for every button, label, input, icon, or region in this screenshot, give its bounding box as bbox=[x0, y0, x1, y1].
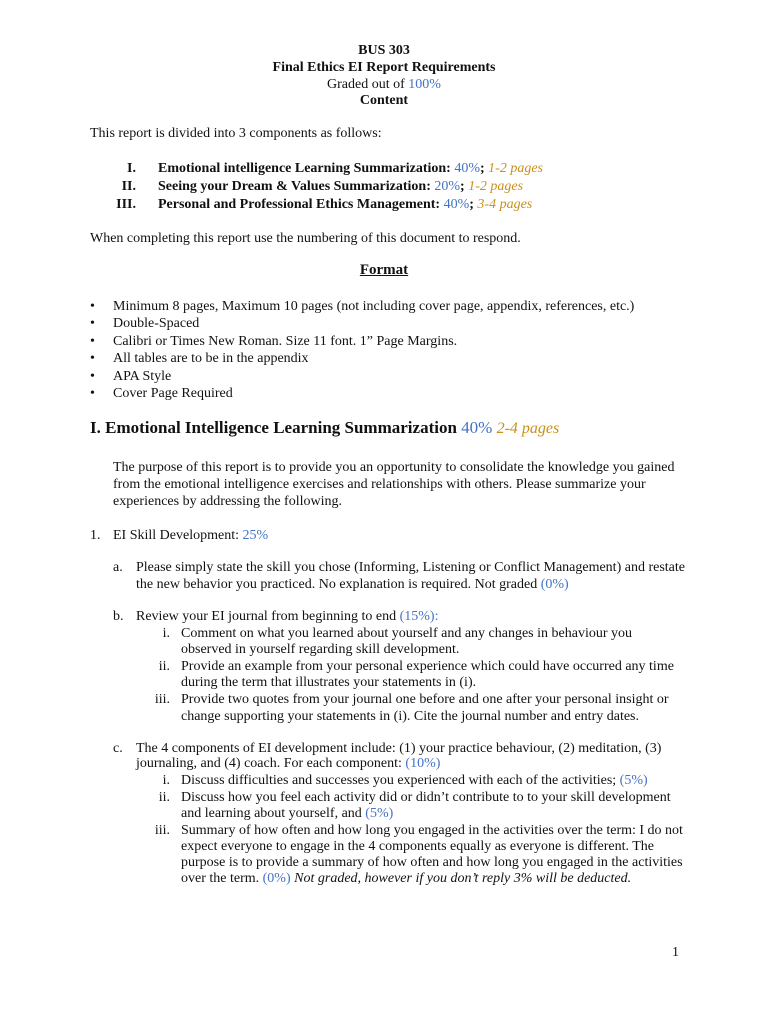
sub-b-percent: (15%): bbox=[399, 609, 439, 624]
bullet-icon: • bbox=[90, 316, 95, 331]
sub-c-item-line bbox=[181, 772, 648, 789]
sub-a-line bbox=[136, 576, 569, 593]
format-bullet: All tables are to be in the appendix bbox=[113, 351, 309, 366]
bullet-icon: • bbox=[90, 351, 95, 366]
roman-numeral: iii. bbox=[154, 823, 170, 838]
sub-b-item-line: observed in yourself regarding skill development. bbox=[181, 642, 460, 657]
purpose-line: experiences by addressing the following. bbox=[113, 494, 342, 509]
sub-b-item-line: Provide an example from your personal experience which could have occurred any time bbox=[181, 659, 674, 674]
component-label: Emotional intelligence Learning Summarization: bbox=[158, 161, 451, 176]
component-label: Seeing your Dream & Values Summarization: bbox=[158, 179, 431, 194]
sub-c-percent: (10%) bbox=[405, 756, 441, 771]
roman-numeral: ii. bbox=[158, 790, 170, 805]
sub-c-item-line bbox=[181, 870, 631, 887]
format-bullet: Minimum 8 pages, Maximum 10 pages (not including cover page, appendix, references, etc.) bbox=[113, 299, 635, 314]
bullet-icon: • bbox=[90, 334, 95, 349]
component-separator: ; bbox=[469, 197, 474, 212]
purpose-line: The purpose of this report is to provide you an opportunity to consolidate the knowledge you gained bbox=[113, 460, 675, 475]
section-percent: 40% bbox=[461, 418, 493, 437]
component-percent: 20% bbox=[434, 179, 461, 194]
sub-c-line: The 4 components of EI development include: (1) your practice behaviour, (2) meditation, (3) bbox=[136, 741, 662, 756]
graded-prefix: Graded out of bbox=[327, 77, 409, 92]
format-bullet: Double-Spaced bbox=[113, 316, 200, 331]
component-pages: 3-4 pages bbox=[477, 197, 533, 212]
page-number: 1 bbox=[672, 945, 679, 960]
section-title-text: I. Emotional Intelligence Learning Summarization bbox=[90, 418, 462, 437]
sub-b-text: Review your EI journal from beginning to end bbox=[136, 609, 400, 624]
item-label: EI Skill Development: bbox=[113, 528, 243, 543]
component-percent: 40% bbox=[443, 197, 470, 212]
sub-c-item-percent: (0%) bbox=[262, 871, 291, 886]
item-number: 1. bbox=[90, 528, 101, 543]
sub-b-item-line: Comment on what you learned about yourself and any changes in behaviour you bbox=[181, 626, 632, 641]
sub-c-item-percent: (5%) bbox=[365, 806, 394, 821]
format-bullet: Calibri or Times New Roman. Size 11 font. 1” Page Margins. bbox=[113, 334, 458, 349]
component-numeral: II. bbox=[121, 179, 136, 194]
bullet-icon: • bbox=[90, 386, 95, 401]
numbering-note: When completing this report use the numbering of this document to respond. bbox=[90, 231, 521, 246]
roman-numeral: ii. bbox=[158, 659, 170, 674]
item-label-line bbox=[113, 527, 268, 544]
sub-c-text: journaling, and (4) coach. For each component: bbox=[136, 756, 406, 771]
section-pages: 2-4 pages bbox=[496, 420, 560, 437]
component-item bbox=[158, 196, 532, 213]
sub-b-item-line: during the term that illustrates your statements in (i). bbox=[181, 675, 477, 690]
component-numeral: I. bbox=[127, 161, 136, 176]
course-code: BUS 303 bbox=[358, 43, 410, 58]
graded-value: 100% bbox=[408, 77, 441, 92]
item-percent: 25% bbox=[242, 528, 269, 543]
sub-c-item-percent: (5%) bbox=[619, 773, 648, 788]
component-pages: 1-2 pages bbox=[468, 179, 524, 194]
component-pages: 1-2 pages bbox=[488, 161, 543, 176]
graded-line bbox=[0, 76, 768, 93]
sub-b-item-line: change supporting your statements in (i). Cite the journal number and entry dates. bbox=[181, 709, 639, 724]
document-title: Final Ethics EI Report Requirements bbox=[272, 60, 496, 75]
component-item bbox=[158, 178, 523, 195]
sub-c-item-line: Summary of how often and how long you engaged in the activities over the term: I do not bbox=[181, 823, 683, 838]
sub-letter: c. bbox=[113, 741, 123, 756]
roman-numeral: iii. bbox=[154, 692, 170, 707]
not-graded-note: Not graded, however if you don’t reply 3% will be deducted. bbox=[290, 871, 632, 886]
purpose-line: from the emotional intelligence exercises and relationships with others. Please summarize your bbox=[113, 477, 646, 492]
format-bullet: Cover Page Required bbox=[113, 386, 233, 401]
sub-c-item-line: Discuss how you feel each activity did or didn’t contribute to to your skill development bbox=[181, 790, 671, 805]
sub-a-line: Please simply state the skill you chose (Informing, Listening or Conflict Management) and restate bbox=[136, 560, 685, 575]
sub-letter: b. bbox=[113, 609, 124, 624]
intro-text: This report is divided into 3 components as follows: bbox=[90, 126, 382, 141]
bullet-icon: • bbox=[90, 369, 95, 384]
sub-c-item-text: and learning about yourself, and bbox=[181, 806, 366, 821]
sub-a-text: the new behavior you practiced. No explanation is required. Not graded bbox=[136, 577, 541, 592]
component-separator: ; bbox=[460, 179, 465, 194]
sub-b-item-line: Provide two quotes from your journal one before and one after your personal insight or bbox=[181, 692, 669, 707]
component-label: Personal and Professional Ethics Management: bbox=[158, 197, 441, 212]
sub-a-percent: (0%) bbox=[540, 577, 569, 592]
component-separator: ; bbox=[480, 161, 485, 176]
section-title bbox=[90, 419, 559, 437]
roman-numeral: i. bbox=[162, 626, 170, 641]
content-label: Content bbox=[359, 93, 409, 108]
sub-b-line bbox=[136, 608, 439, 625]
component-numeral: III. bbox=[116, 197, 136, 212]
roman-numeral: i. bbox=[162, 773, 170, 788]
sub-c-item-line: expect everyone to engage in the 4 components equally as everyone is different. The bbox=[181, 839, 654, 854]
sub-c-item-line bbox=[181, 805, 393, 822]
component-item bbox=[158, 160, 543, 177]
sub-c-item-line: purpose is to provide a summary of how often and how long you engaged in the activities bbox=[181, 855, 683, 870]
bullet-icon: • bbox=[90, 299, 95, 314]
sub-c-item-text: over the term. bbox=[181, 871, 263, 886]
component-percent: 40% bbox=[454, 161, 480, 176]
sub-c-item-text: Discuss difficulties and successes you experienced with each of the activities; bbox=[181, 773, 620, 788]
format-heading: Format bbox=[359, 262, 409, 278]
sub-letter: a. bbox=[113, 560, 123, 575]
sub-c-line bbox=[136, 755, 440, 772]
format-bullet: APA Style bbox=[113, 369, 172, 384]
